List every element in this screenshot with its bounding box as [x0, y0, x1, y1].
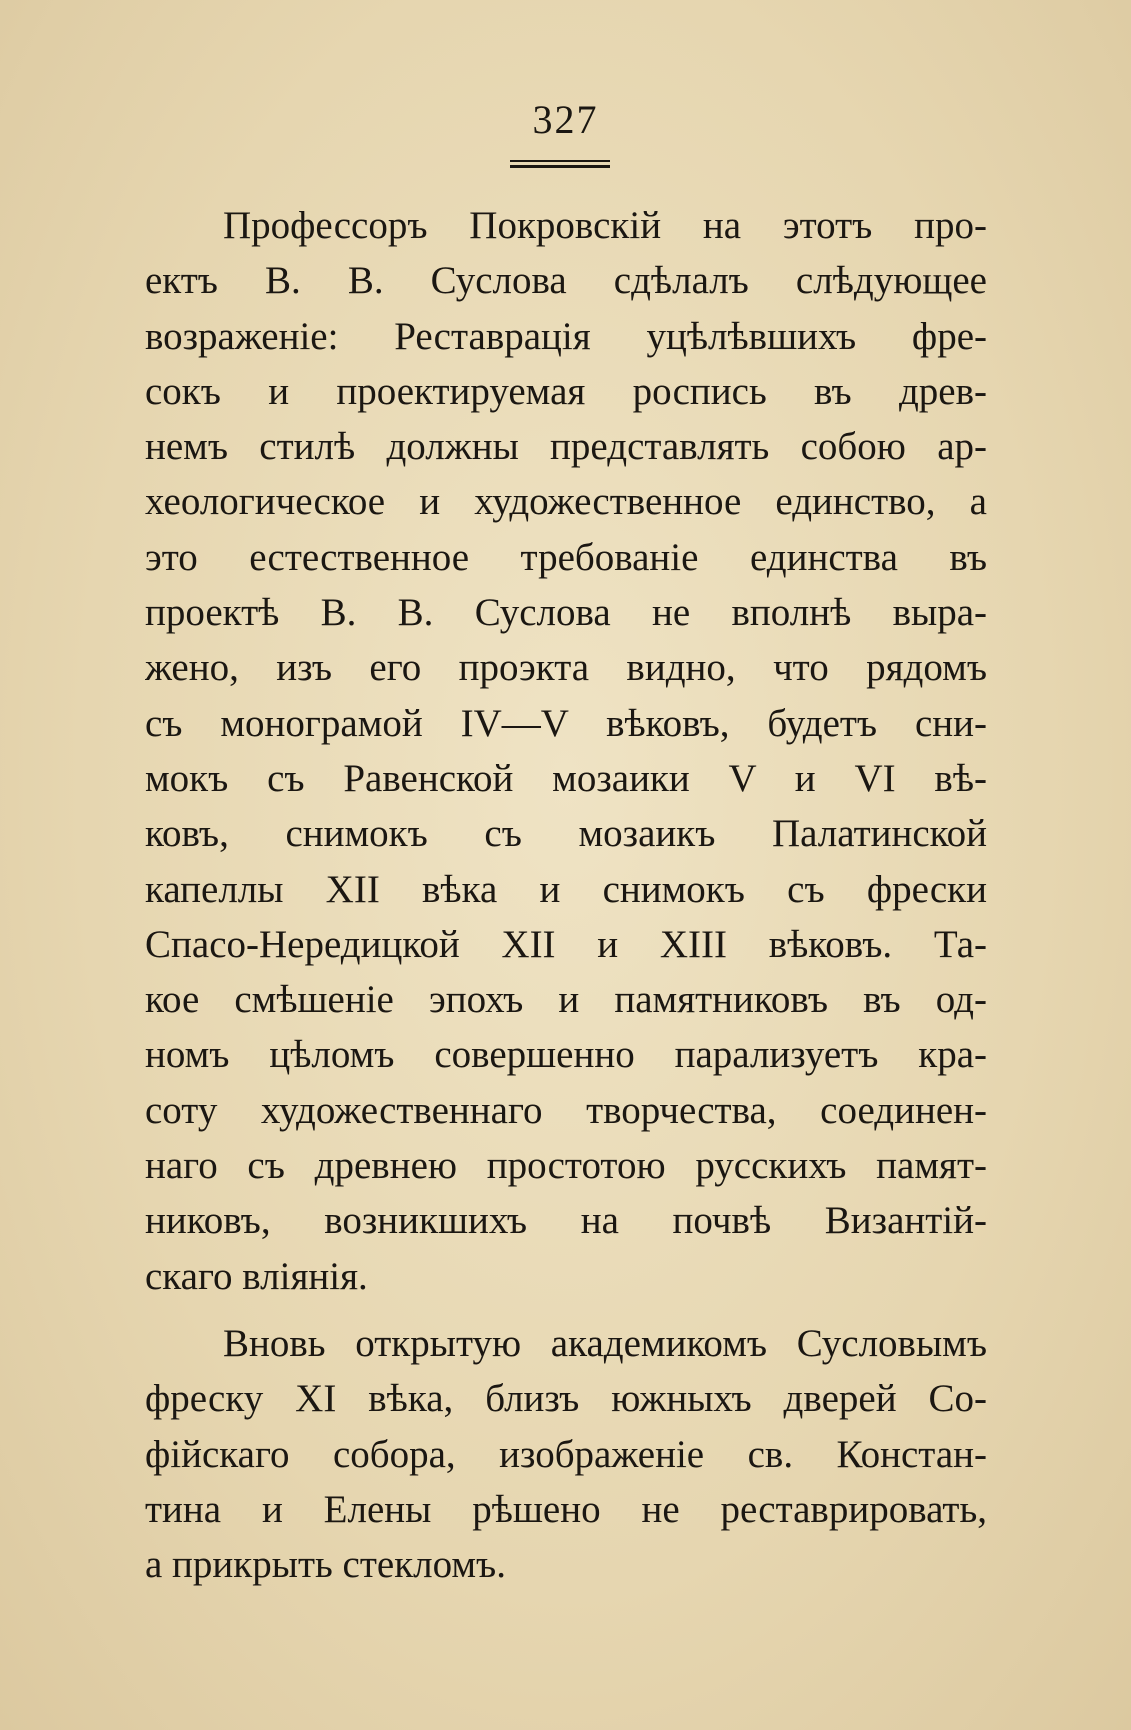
- text-line: Профессоръ Покровскій на этотъ про-: [223, 204, 987, 247]
- text-line: немъ стилѣ должны представлять собою ар-: [145, 425, 987, 469]
- text-line: фреску XI вѣка, близъ южныхъ дверей Со-: [145, 1377, 987, 1421]
- text-line: это естественное требованіе единства въ: [145, 535, 987, 579]
- text-line: капеллы XII вѣка и снимокъ съ фрески: [145, 867, 987, 911]
- paragraph-2: [145, 1316, 987, 1592]
- page-number: 327: [532, 97, 599, 142]
- text-line: Вновь открытую академикомъ Сусловымъ: [223, 1321, 987, 1365]
- text-line: а прикрыть стекломъ.: [145, 1543, 506, 1587]
- text-line: Спасо-Нередицкой XII и XIII вѣковъ. Та-: [145, 922, 987, 966]
- text-line: жено, изъ его проэкта видно, что рядомъ: [145, 646, 987, 690]
- text-line: проектѣ В. В. Суслова не вполнѣ выра-: [145, 591, 987, 635]
- text-line: скаго вліянія.: [145, 1254, 368, 1298]
- header-rule-bottom: [510, 165, 610, 168]
- text-line: возраженіе: Реставрація уцѣлѣвшихъ фре-: [145, 314, 987, 358]
- text-line: ковъ, снимокъ съ мозаикъ Палатинской: [145, 812, 987, 856]
- paragraph-1: [145, 198, 987, 1304]
- text-line: наго съ древнею простотою русскихъ памят-: [145, 1144, 987, 1188]
- text-line: номъ цѣломъ совершенно парализуетъ кра-: [145, 1033, 987, 1077]
- text-line: мокъ съ Равенской мозаики V и VI вѣ-: [145, 756, 987, 800]
- text-line: соту художественнаго творчества, соединен-: [145, 1088, 987, 1132]
- text-line: хеологическое и художественное единство, а: [145, 480, 987, 524]
- text-line: тина и Елены рѣшено не реставрировать,: [145, 1487, 987, 1531]
- text-line: ектъ В. В. Суслова сдѣлалъ слѣдующее: [145, 259, 987, 303]
- text-line: съ монограмой IV—V вѣковъ, будетъ сни-: [145, 701, 987, 745]
- paragraph-gap: [145, 1304, 987, 1316]
- body-text: [145, 198, 987, 1592]
- text-line: сокъ и проектируемая роспись въ древ-: [145, 369, 987, 413]
- header-rule-top: [510, 160, 610, 162]
- text-line: кое смѣшеніе эпохъ и памятниковъ въ од-: [145, 978, 987, 1022]
- text-line: никовъ, возникшихъ на почвѣ Византій-: [145, 1199, 987, 1243]
- text-line: фійскаго собора, изображеніе св. Констан-: [145, 1432, 987, 1476]
